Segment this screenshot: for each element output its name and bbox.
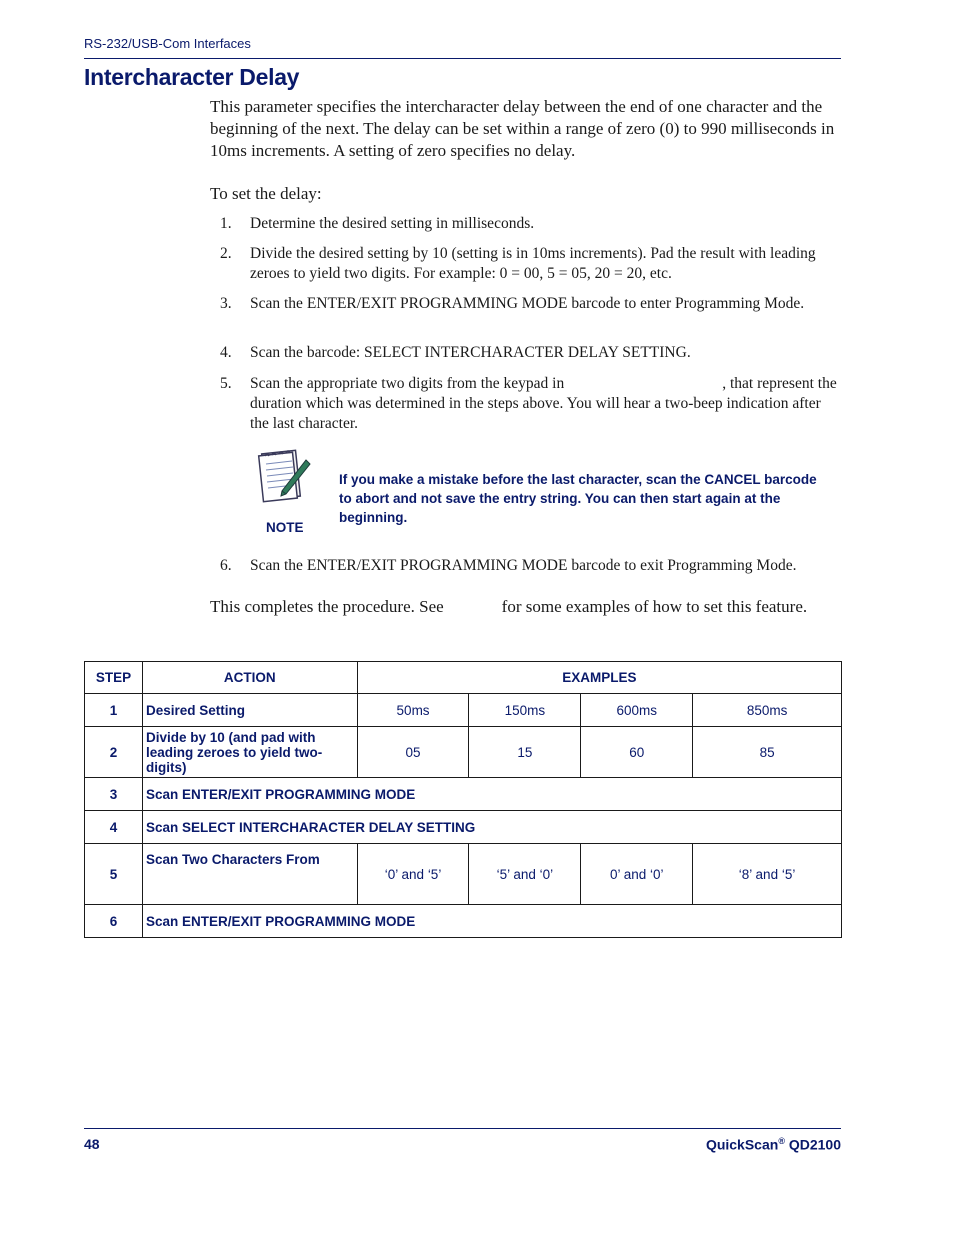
header-examples: EXAMPLES xyxy=(357,662,841,694)
step-text: Divide the desired setting by 10 (setting is in 10ms increments). Pad the result with leading zeroes to yield two digits. For example: 0 = 00, 5 = 05, 20 = 20, etc. xyxy=(250,245,816,282)
step-number: 2. xyxy=(220,245,232,262)
registered-mark: ® xyxy=(778,1136,785,1146)
table-row xyxy=(85,905,842,938)
table-header-row xyxy=(85,662,842,694)
example-cell: ‘5’ and ‘0’ xyxy=(469,844,581,905)
header-action: ACTION xyxy=(142,662,357,694)
step-cell: 4 xyxy=(85,811,143,844)
action-cell: Scan ENTER/EXIT PROGRAMMING MODE xyxy=(142,778,841,811)
step-cell: 3 xyxy=(85,778,143,811)
step-cell: 1 xyxy=(85,694,143,727)
step-text-part-a: Scan the appropriate two digits from the keypad in xyxy=(250,375,565,392)
example-cell: 50ms xyxy=(357,694,469,727)
step-cell: 6 xyxy=(85,905,143,938)
step-text: Determine the desired setting in milliseconds. xyxy=(250,215,535,232)
step-text: Scan the barcode: SELECT INTERCHARACTER DELAY SETTING. xyxy=(250,344,691,361)
product-name xyxy=(706,1136,841,1153)
note-text: If you make a mistake before the last character, scan the CANCEL barcode to abort and not save the entry string. You can then start again at the beginning. xyxy=(339,472,817,525)
running-header: RS-232/USB-Com Interfaces xyxy=(84,36,251,51)
header-step: STEP xyxy=(85,662,143,694)
example-cell: 60 xyxy=(581,727,693,778)
step-number: 1. xyxy=(220,215,232,232)
step-number: 5. xyxy=(220,375,232,392)
table-row xyxy=(85,694,842,727)
table-row xyxy=(85,778,842,811)
header-rule xyxy=(84,58,841,59)
table-row xyxy=(85,811,842,844)
section-title: Intercharacter Delay xyxy=(84,64,300,90)
product-brand: QuickScan xyxy=(705,1136,779,1153)
footer-rule xyxy=(84,1128,841,1129)
intro-paragraph: This parameter specifies the intercharacter delay between the end of one character and the beginning of the next. The delay can be set within a range of zero (0) to 990 milliseconds in 10ms increments. A setting of zero specifies no delay. xyxy=(210,97,835,160)
action-cell: Scan Two Characters From xyxy=(142,844,357,905)
example-cell: ‘8’ and ‘5’ xyxy=(693,844,842,905)
notepad-pen-icon xyxy=(256,446,312,504)
step-cell: 5 xyxy=(85,844,143,905)
step-text: Scan the ENTER/EXIT PROGRAMMING MODE barcode to enter Programming Mode. xyxy=(250,295,805,312)
step-text: Scan the ENTER/EXIT PROGRAMMING MODE barcode to exit Programming Mode. xyxy=(250,557,797,574)
example-cell: 600ms xyxy=(581,694,693,727)
example-cell: 85 xyxy=(693,727,842,778)
example-cell: 150ms xyxy=(469,694,581,727)
examples-table xyxy=(84,661,842,938)
example-cell: 0’ and ‘0’ xyxy=(581,844,693,905)
step-cell: 2 xyxy=(85,727,143,778)
example-cell: 05 xyxy=(357,727,469,778)
example-cell: ‘0’ and ‘5’ xyxy=(357,844,469,905)
note-label: NOTE xyxy=(266,520,304,535)
product-model: QD2100 xyxy=(784,1136,841,1153)
step-text-part-b: , that represent the duration which was determined in the steps above. You will hear a two-beep indication after the last character. xyxy=(250,375,837,432)
closing-paragraph xyxy=(210,597,842,617)
action-cell: Scan ENTER/EXIT PROGRAMMING MODE xyxy=(142,905,841,938)
closing-text-after: for some examples of how to set this feature. xyxy=(501,597,808,616)
step-number: 4. xyxy=(220,344,232,361)
action-cell: Divide by 10 (and pad with leading zeroes to yield two-digits) xyxy=(142,727,357,778)
page-number: 48 xyxy=(84,1136,100,1152)
step-number: 6. xyxy=(220,557,232,574)
table-row xyxy=(85,844,842,905)
procedure-lead: To set the delay: xyxy=(210,184,322,203)
table-row xyxy=(85,727,842,778)
closing-text-before: This completes the procedure. See xyxy=(210,597,444,616)
action-cell: Desired Setting xyxy=(142,694,357,727)
example-cell: 850ms xyxy=(693,694,842,727)
example-cell: 15 xyxy=(469,727,581,778)
step-number: 3. xyxy=(220,295,232,312)
step-text xyxy=(250,374,840,434)
action-cell: Scan SELECT INTERCHARACTER DELAY SETTING xyxy=(142,811,841,844)
